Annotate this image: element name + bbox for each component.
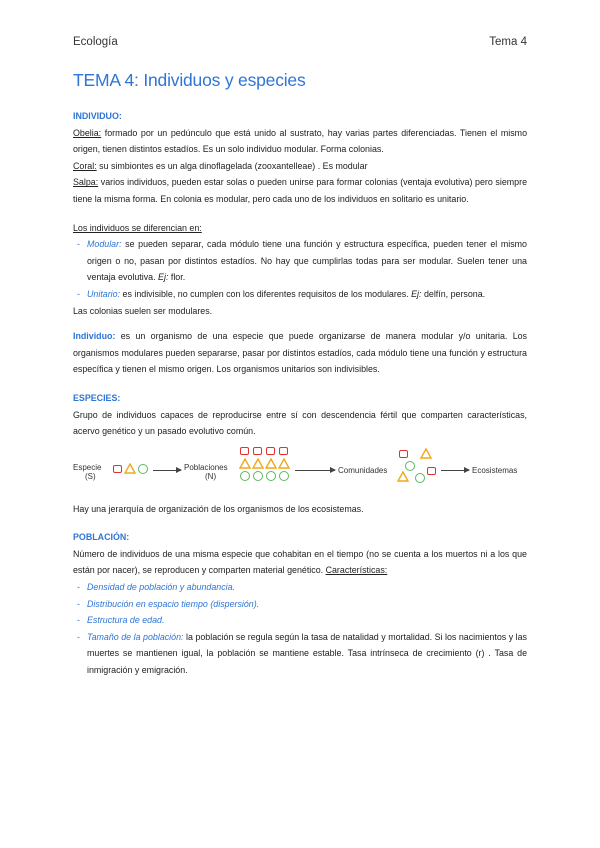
- page-header: [73, 36, 527, 52]
- paragraph-coral: [73, 158, 527, 175]
- salpa-text: varios individuos, pueden estar solas o pueden unirse para formar colonias (ventaja evolutiva) pero siempre tiene la misma forma. En colonia es modular, pero cada uno de los individuos en solitario es unitario.: [73, 177, 527, 204]
- hierarchy-diagram: [73, 443, 527, 501]
- list-item-tamano: - Tamaño de la población: la población se regula según la tasa de natalidad y mortalidad. Si los nacimientos y las muertes se mantienen igual, la población se mantiene estable. Tasa intrínseca de crecimiento (r) . Tasa de inmigración y emigración.: [77, 631, 527, 676]
- subheading-diferencian: Los individuos se diferencian en:: [73, 222, 202, 233]
- label-especie: Especie: [73, 462, 102, 472]
- tamano-text: la población se regula según la tasa de natalidad y mortalidad. Si los nacimientos y las muertes se mantienen igual, la población se mantiene estable. Tasa intrínseca de crecimiento (r) . Tasa de inmigración y emigración.: [87, 631, 527, 676]
- paragraph-jerarquia: Hay una jerarquía de organización de los organismos de los ecosistemas.: [73, 503, 364, 514]
- paragraph-individuo-def: [73, 328, 527, 378]
- header-subject: Ecología: [73, 36, 118, 48]
- circle-shape: [138, 464, 148, 474]
- paragraph-especies: Grupo de individuos capaces de reproducirse entre sí con descendencia fértil que comparten características, acervo genético y un pasado evolutivo común.: [73, 409, 527, 437]
- estructura-text: Estructura de edad.: [87, 615, 165, 626]
- term-salpa: Salpa:: [73, 177, 99, 188]
- section-heading-individuo: INDIVIDUO:: [73, 111, 122, 121]
- list-item-unitario: - Unitario: es indivisible, no cumplen con los diferentes requisitos de los modulares. Ej: delfín, persona.: [77, 288, 486, 299]
- circle-shape: [253, 471, 263, 481]
- distribucion-text: Distribución en espacio tiempo (dispersión).: [87, 598, 260, 609]
- modular-text: se pueden separar, cada módulo tiene una función y estructura específica, pueden tener el mismo origen o no, pasan por distintos estadíos. No hay que cumplirlas todas para ser modular. Suelen tener una ventaja evolutiva.: [87, 239, 527, 283]
- circle-shape: [240, 471, 250, 481]
- square-shape: [279, 447, 288, 455]
- square-shape: [113, 465, 122, 473]
- page-title: TEMA 4: Individuos y especies: [73, 70, 306, 90]
- circle-shape: [405, 461, 415, 471]
- list-item-modular: - Modular: se pueden separar, cada módulo tiene una función y estructura específica, pueden tener el mismo origen o no, pasan por distintos estadíos. No hay que cumplirlas todas para ser modular. Suelen tener una ventaja evolutiva. Ej: flor.: [77, 239, 527, 283]
- modular-ej: Ej:: [158, 272, 169, 283]
- obelia-text: formado por un pedúnculo que está unido al sustrato, hay varias partes diferenciadas. Tienen el mismo origen, tienen distintos estadíos. Es un solo individuo modular. Forma colonias.: [73, 127, 527, 155]
- arrow-1: [153, 470, 181, 471]
- list-item-estructura: - Estructura de edad.: [77, 615, 165, 626]
- term-tamano: Tamaño de la población:: [87, 631, 184, 642]
- modular-ej-text: flor.: [168, 272, 186, 283]
- term-coral: Coral:: [73, 160, 97, 171]
- unitario-text: es indivisible, no cumplen con los diferentes requisitos de los modulares.: [120, 288, 412, 299]
- square-shape: [240, 447, 249, 455]
- section-heading-poblacion: POBLACIÓN:: [73, 532, 130, 543]
- paragraph-obelia: [73, 125, 527, 158]
- square-shape: [427, 467, 436, 475]
- paragraph-colonias: Las colonias suelen ser modulares.: [73, 305, 213, 316]
- list-item-densidad: - Densidad de población y abundancia.: [77, 582, 236, 593]
- section-heading-especies: ESPECIES:: [73, 392, 121, 403]
- label-ecosistemas: Ecosistemas: [472, 465, 518, 475]
- term-obelia: Obelia:: [73, 127, 102, 138]
- unitario-ej: Ej:: [411, 288, 422, 299]
- paragraph-salpa: [73, 174, 527, 207]
- square-shape: [399, 450, 408, 458]
- document-body: [73, 108, 527, 679]
- arrow-3: [441, 470, 469, 471]
- label-especie-s: (S): [85, 471, 96, 481]
- circle-shape: [415, 473, 425, 483]
- poblacion-text: Número de individuos de una misma especie que cohabitan en el tiempo (no se cuenta a los muertos ni a los que están por nacer), se reproducen y comparten material genético.: [73, 548, 527, 576]
- unitario-ej-text: delfín, persona.: [421, 288, 486, 299]
- term-unitario: Unitario:: [87, 288, 121, 299]
- term-modular: Modular:: [87, 239, 122, 250]
- list-item-distribucion: - Distribución en espacio tiempo (dispersión).: [77, 598, 260, 609]
- term-individuo: Individuo:: [73, 331, 116, 342]
- label-poblaciones: Poblaciones: [184, 462, 228, 472]
- circle-shape: [266, 471, 276, 481]
- header-topic: Tema 4: [489, 36, 527, 48]
- circle-shape: [279, 471, 289, 481]
- individuo-def-text: es un organismo de una especie que puede organizarse de manera modular y/o unitaria. Los organismos modulares pueden separarse, pasar por distintos estadíos, cada módulo tiene una función y estructura específica y tienen el mismo origen. Los organismos unitarios son indivisibles.: [73, 331, 527, 375]
- arrow-2: [295, 470, 335, 471]
- label-comunidades: Comunidades: [338, 465, 388, 475]
- label-poblaciones-n: (N): [205, 471, 217, 481]
- paragraph-poblacion: [73, 546, 527, 579]
- coral-text: su simbiontes es un alga dinoflagelada (zooxantelleae) . Es modular: [96, 160, 368, 171]
- square-shape: [253, 447, 262, 455]
- densidad-text: Densidad de población y abundancia.: [87, 582, 236, 593]
- square-shape: [266, 447, 275, 455]
- term-caracteristicas: Características:: [325, 565, 388, 576]
